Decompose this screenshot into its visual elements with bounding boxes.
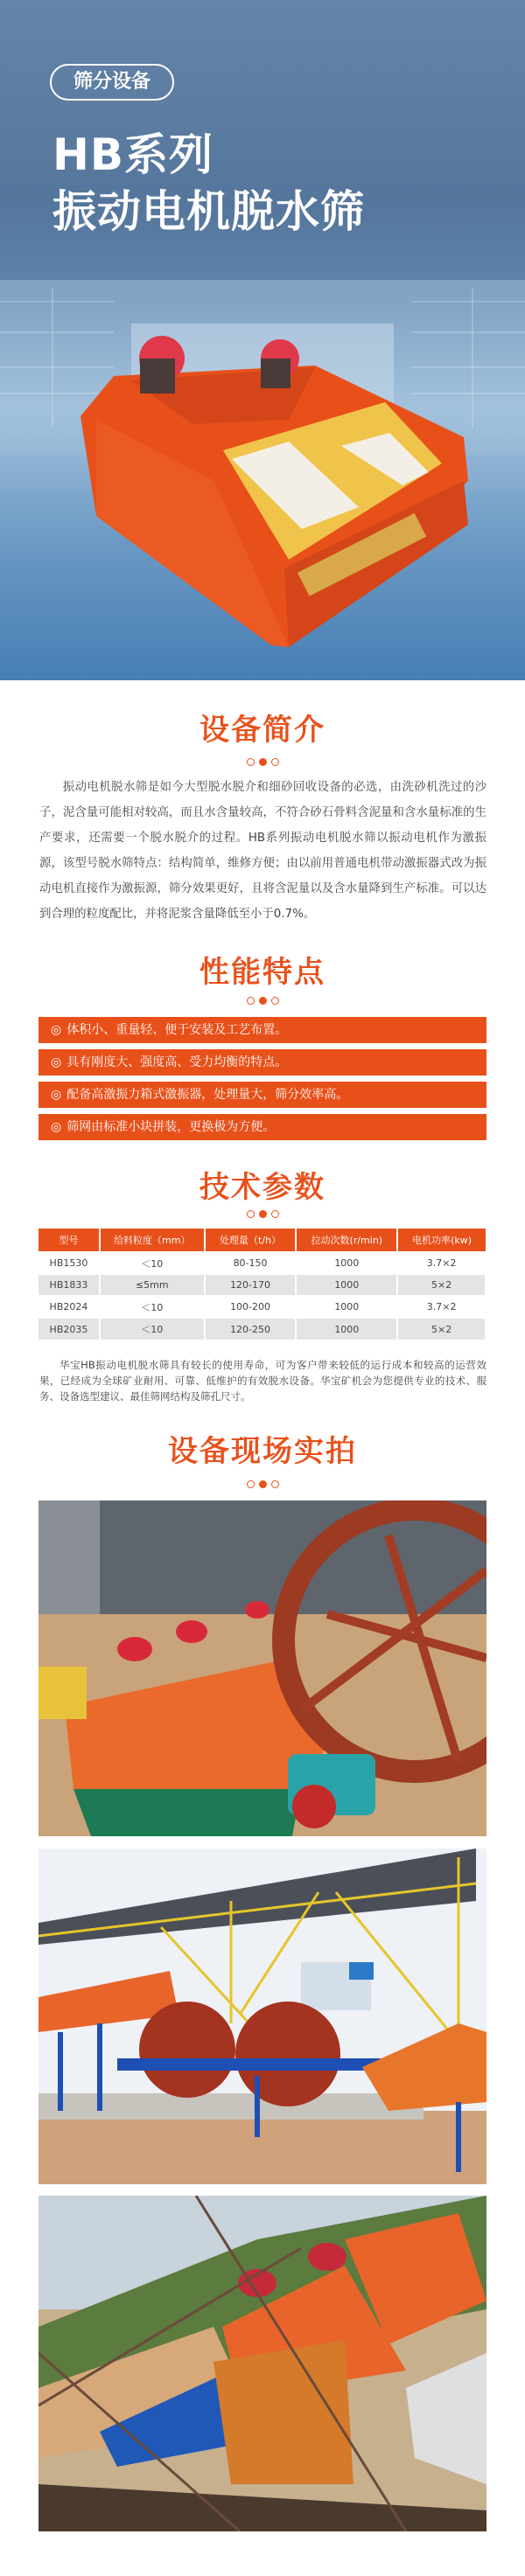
table-cell: 1000	[296, 1274, 397, 1296]
table-cell: ＜10	[100, 1252, 205, 1274]
section-dots-divider	[0, 1210, 525, 1218]
table-cell: HB2024	[38, 1296, 100, 1318]
table-cell: HB1530	[38, 1252, 100, 1274]
vibrating-dewatering-screen-image	[0, 262, 525, 680]
table-header-row	[38, 1229, 486, 1252]
bullet-icon: ◎	[51, 1120, 62, 1134]
table-cell: 1000	[296, 1318, 397, 1340]
feature-item: ◎ 具有刚度大、强度高、受力均衡的特点。	[38, 1049, 486, 1076]
section-dots-divider	[0, 1480, 525, 1488]
section-dots-divider	[0, 758, 525, 766]
intro-paragraph: 振动电机脱水筛是如今大型脱水脱介和细砂回收设备的必选，由洗砂机洗过的沙子，泥含量可能相对较高，而且水含量较高，不符合砂石骨料含泥量和含水量标准的生产要求，还需要一个脱水脱介的过程。HB系列振动电机脱水筛以振动电机作为激振源，该型号脱水筛特点：结构简单，维修方便；由以前用普通电机带动激振器式改为振动电机直接作为激振源，筛分效果更好，且将含泥量以及含水量降到生产标准。可以达到合理的粒度配比，并将泥浆含量降低至小于0.7%。	[39, 781, 486, 921]
intro-section-title: 设备简介	[200, 713, 326, 748]
features-section-title: 性能特点	[200, 955, 326, 990]
table-cell: 3.7×2	[397, 1252, 486, 1274]
table-cell: ＜10	[100, 1296, 205, 1318]
table-cell: 120-170	[205, 1274, 297, 1296]
specs-section-title: 技术参数	[200, 1170, 326, 1205]
table-cell: 1000	[296, 1252, 397, 1274]
table-cell: HB2035	[38, 1318, 100, 1340]
table-row	[38, 1274, 486, 1296]
specs-note-paragraph: 华宝HB振动电机脱水筛具有较长的使用寿命，可为客户带来较低的运行成本和较高的运营效果，已经成为全球矿业耐用、可靠、低维护的有效脱水设备。华宝矿机会为您提供专业的技术、服务、设备选型建议、最佳筛网结构及筛孔尺寸。	[39, 1359, 486, 1403]
specs-table	[38, 1229, 486, 1340]
table-cell: 1000	[296, 1296, 397, 1318]
category-tag: 筛分设备	[50, 64, 174, 101]
hero-title-line2: 振动电机脱水筛	[52, 186, 365, 237]
feature-item: ◎ 体积小、重量轻、便于安装及工艺布置。	[38, 1017, 486, 1043]
feature-item: ◎ 筛网由标准小块拼装，更换极为方便。	[38, 1114, 486, 1140]
bullet-icon: ◎	[51, 1055, 62, 1069]
table-cell: 80-150	[205, 1252, 297, 1274]
site-photo-2	[38, 1848, 486, 2184]
table-cell: 3.7×2	[397, 1296, 486, 1318]
hero-banner	[0, 0, 525, 680]
site-photo-3	[38, 2196, 486, 2531]
table-cell: 5×2	[397, 1274, 486, 1296]
table-cell: HB1833	[38, 1274, 100, 1296]
table-row	[38, 1252, 486, 1274]
feature-item: ◎ 配备高激振力箱式激振器，处理量大，筛分效率高。	[38, 1082, 486, 1108]
gallery-section-title: 设备现场实拍	[168, 1434, 357, 1469]
table-cell: ＜10	[100, 1318, 205, 1340]
table-cell: ≤5mm	[100, 1274, 205, 1296]
table-cell: 5×2	[397, 1318, 486, 1340]
site-photo-1	[38, 1500, 486, 1836]
table-row	[38, 1318, 486, 1340]
table-cell: 100-200	[205, 1296, 297, 1318]
table-row	[38, 1296, 486, 1318]
hero-title-line1: HB系列	[52, 129, 214, 180]
table-cell: 120-250	[205, 1318, 297, 1340]
column-header: 电机功率(kw)	[397, 1229, 486, 1252]
column-header: 型号	[38, 1229, 100, 1252]
bullet-icon: ◎	[51, 1023, 62, 1037]
column-header: 处理量（t/h）	[205, 1229, 297, 1252]
bullet-icon: ◎	[51, 1088, 62, 1102]
section-dots-divider	[0, 997, 525, 1005]
column-header: 给料粒度（mm）	[100, 1229, 205, 1252]
column-header: 拉动次数(r/min)	[296, 1229, 397, 1252]
